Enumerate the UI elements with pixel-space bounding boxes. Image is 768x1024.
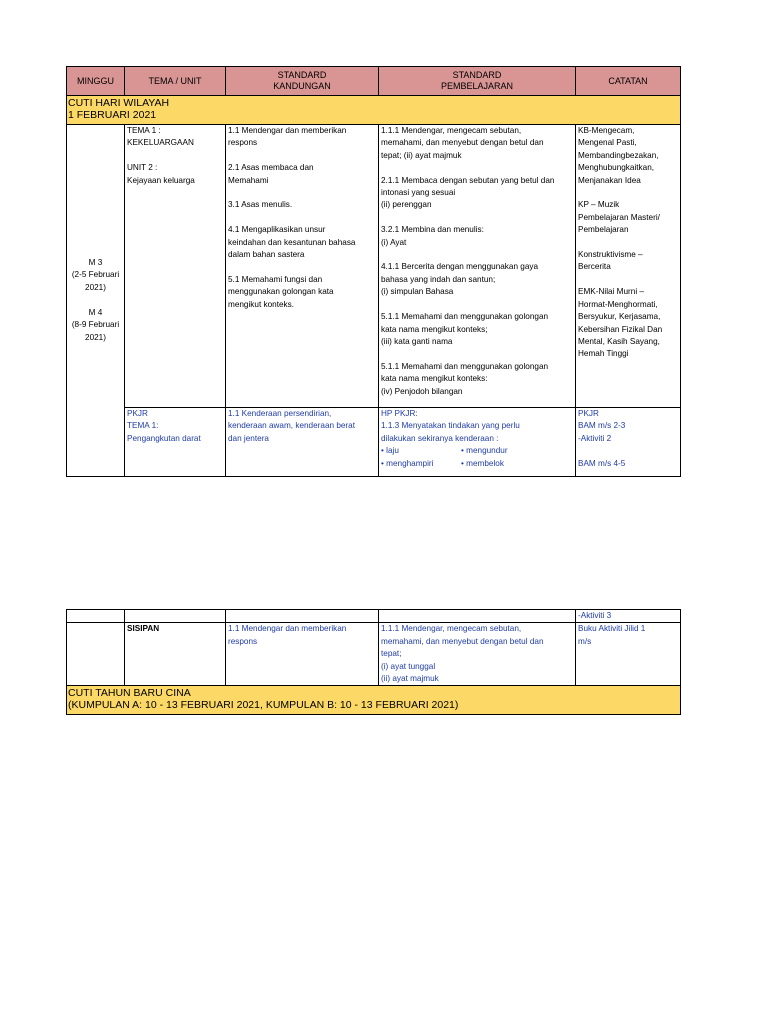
header-standard-kandungan: STANDARD KANDUNGAN [226,67,379,96]
holiday-band-row [67,96,681,125]
header-standard-pembelajaran: STANDARD PEMBELAJARAN [379,67,576,96]
standard-pembelajaran-cell: 1.1.1 Mendengar, mengecam sebutan, memahami, dan menyebut dengan betul dan tepat; (ii) ayat majmuk 2.1.1 Membaca dengan sebutan yang betul dan intonasi yang sesuai (ii) perenggan 3.2.1 Membina dan menulis: (i) Ayat 4.1.1 Bercerita dengan menggunakan gaya bahasa yang indah dan santun; (i) simpulan Bahasa 5.1.1 Memahami dan menggunakan golongan kata nama mengikut konteks; (iii) kata ganti nama 5.1.1 Memahami dan menggunakan golongan kata nama mengikut konteks: (iv) Penjodoh bilangan [379,125,576,408]
table-row [67,125,681,408]
holiday-cuti-hari-wilayah: CUTI HARI WILAYAH 1 FEBRUARI 2021 [67,96,681,125]
standard-kandungan-cell: 1.1 Mendengar dan memberikan respons 2.1 Asas membaca dan Memahami 3.1 Asas menulis. 4.1 Mengaplikasikan unsur keindahan dan kesantunan bahasa dalam bahan sastera 5.1 Memahami fungsi dan menggunakan golongan kata mengikut konteks. [226,125,379,408]
empty-cell [379,610,576,623]
bullet-item: • membelok [461,458,504,468]
pkjr-pembelajaran-cell [379,408,576,477]
table-row [67,408,681,477]
bullet-item: • laju [381,446,399,456]
minggu-cell: M 3 (2-5 Februari 2021) M 4 (8-9 Februari 2021) [67,125,125,477]
catatan-cell: KB-Mengecam, Mengenal Pasti, Membandingbezakan, Menghubungkaitkan, Menjanakan Idea KP – Muzik Pembelajaran Masteri/ Pembelajaran Konstruktivisme – Bercerita EMK-Nilai Murni – Hormat-Menghormati, Bersyukur, Kerjasama, Kebersihan Fizikal Dan Mental, Kasih Sayang, Hemah Tinggi [576,125,681,408]
aktiviti-cell: -Aktiviti 3 [576,610,681,623]
table-row [67,610,681,623]
bullet-item: • menghampiri [381,458,434,468]
holiday-cuti-tahun-baru-cina: CUTI TAHUN BARU CINA (KUMPULAN A: 10 - 13 FEBRUARI 2021, KUMPULAN B: 10 - 13 FEBRUARI 2021) [67,686,681,715]
empty-cell [67,610,125,623]
sisipan-kandungan-cell: 1.1 Mendengar dan memberikan respons [226,623,379,686]
sisipan-tema-cell: SISIPAN [125,623,226,686]
pkjr-catatan-cell: PKJR BAM m/s 2-3 -Aktiviti 2 BAM m/s 4-5 [576,408,681,477]
header-tema-unit: TEMA / UNIT [125,67,226,96]
bullet-line [381,445,573,457]
sisipan-pembelajaran-cell: 1.1.1 Mendengar, mengecam sebutan, memahami, dan menyebut dengan betul dan tepat; (i) ayat tunggal (ii) ayat majmuk [379,623,576,686]
pkjr-tema-cell: PKJR TEMA 1: Pengangkutan darat [125,408,226,477]
empty-cell [226,610,379,623]
header-minggu: MINGGU [67,67,125,96]
table-row [67,623,681,686]
pkjr-pembelajaran-text: HP PKJR: 1.1.3 Menyatakan tindakan yang perlu dilakukan sekiranya kenderaan : [381,409,520,443]
empty-cell [125,610,226,623]
pkjr-kandungan-cell: 1.1 Kenderaan persendirian, kenderaan awam, kenderaan berat dan jentera [226,408,379,477]
sisipan-catatan-cell: Buku Aktiviti Jilid 1 m/s [576,623,681,686]
header-row [67,67,681,96]
empty-cell [67,623,125,686]
tema-cell: TEMA 1 : KEKELUARGAAN UNIT 2 : Kejayaan keluarga [125,125,226,408]
holiday-band-row [67,686,681,715]
header-catatan: CATATAN [576,67,681,96]
lesson-plan-table-top [66,66,681,477]
bullet-item: • mengundur [461,446,508,456]
bullet-line [381,458,573,470]
lesson-plan-table-bottom [66,609,681,715]
